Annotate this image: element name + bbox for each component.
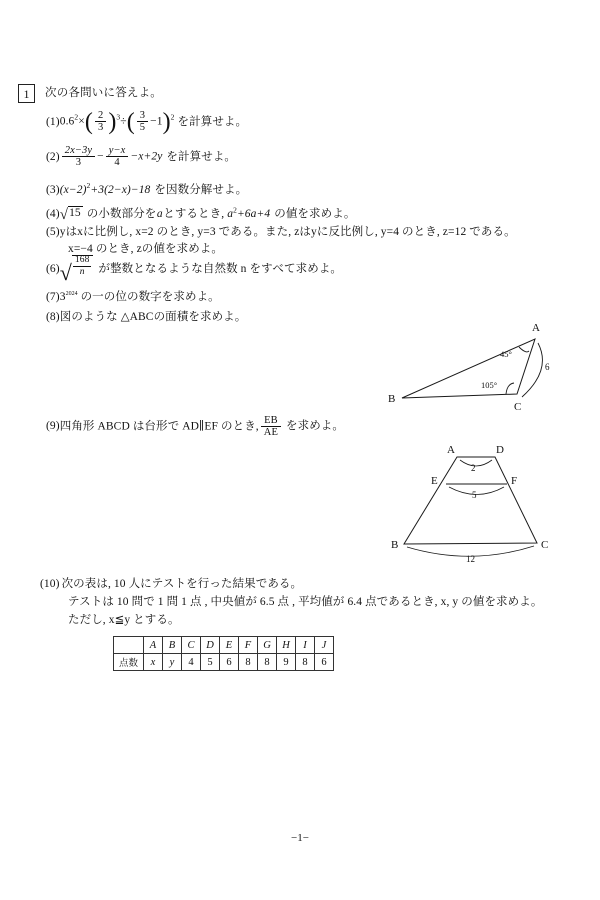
fraction-denominator: n	[73, 266, 92, 278]
question-6-tail: が整数となるような自然数 n をすべて求めよ。	[98, 262, 343, 275]
table-header-i: I	[296, 637, 315, 654]
problem-number-box: 1	[18, 84, 35, 103]
trapezoid-vertex-d-label: D	[496, 444, 504, 456]
question-10-line-1: 次の表は, 10 人にテストを行った結果である。	[61, 578, 303, 590]
question-1	[46, 110, 247, 134]
table-header-f: F	[239, 637, 258, 654]
trapezoid-figure	[390, 440, 590, 565]
table-header-h: H	[277, 637, 296, 654]
question-6-label: (6)	[46, 262, 60, 275]
triangle-vertex-c-label: C	[514, 401, 522, 413]
table-header-a: A	[144, 637, 163, 654]
fraction-y-x-over-4	[106, 145, 129, 169]
question-4-mid: の小数部分を	[86, 208, 157, 221]
fraction-2x-3y-over-3	[62, 145, 95, 169]
question-10	[40, 578, 302, 591]
question-1-label: (1)	[46, 115, 60, 128]
table-cell-b: y	[163, 654, 182, 671]
question-3	[46, 181, 248, 197]
question-5-label: (5)	[46, 226, 60, 238]
question-5-line-2: x=−4 のとき, zの値を求めよ。	[68, 243, 223, 255]
question-4-expr-b: +6a+4	[236, 208, 271, 221]
table-row-label: 点数	[114, 654, 144, 671]
question-1-minus-one: −1	[150, 115, 163, 128]
fraction-numerator: 2x−3y	[64, 144, 93, 156]
table-header-c: C	[182, 637, 201, 654]
table-corner-cell	[114, 637, 144, 654]
sqrt-15	[60, 207, 83, 222]
fraction-denominator: 3	[62, 156, 95, 169]
trapezoid-vertex-b-label: B	[391, 539, 399, 551]
triangle-side-ac-label: 6	[545, 362, 550, 372]
trapezoid-vertex-e-label: E	[431, 475, 438, 487]
question-1-tail: を計算せよ。	[177, 115, 248, 128]
question-2-tail: を計算せよ。	[166, 150, 237, 163]
fraction-numerator: 168	[74, 255, 90, 265]
question-3-tail: を因数分解せよ。	[154, 184, 248, 196]
question-4-label: (4)	[46, 208, 60, 221]
table-header-d: D	[201, 637, 220, 654]
question-4-tail: の値を求めよ。	[274, 208, 356, 221]
table-cell-i: 8	[296, 654, 315, 671]
fraction-denominator: AE	[261, 426, 281, 439]
table-header-j: J	[315, 637, 334, 654]
question-10-label: (10)	[40, 578, 60, 590]
question-4-mid2: とするとき,	[163, 208, 225, 221]
radical-sign-icon: √	[59, 260, 72, 286]
triangle-angle-a-label: 45°	[500, 349, 512, 359]
table-header-row	[114, 637, 334, 654]
radicand	[72, 255, 94, 278]
question-7-exponent: 2024	[65, 291, 78, 298]
fraction-2-3	[95, 110, 106, 134]
triangle-vertex-b-label: B	[388, 393, 396, 405]
table-cell-g: 8	[258, 654, 277, 671]
question-8-label: (8)	[46, 311, 60, 323]
trapezoid-len-ef-label: 5	[472, 490, 477, 500]
fraction-numerator: 2	[97, 109, 104, 121]
trapezoid-vertex-c-label: C	[541, 539, 549, 551]
question-2-op1: −	[97, 150, 104, 163]
triangle-vertex-a-label: A	[532, 322, 540, 334]
question-8	[46, 311, 246, 324]
question-10-line-3: ただし, x≦y とする。	[68, 614, 180, 626]
trapezoid-len-ad-label: 2	[471, 463, 476, 473]
fraction-168-over-n	[73, 256, 92, 278]
page-footer: −1−	[291, 832, 309, 844]
trapezoid-vertex-f-label: F	[511, 475, 518, 487]
fraction-denominator: 3	[95, 121, 106, 134]
question-3-expr-b: +3(2−x)−18	[90, 184, 151, 196]
problem-header	[18, 84, 162, 103]
fraction-denominator: 5	[137, 121, 148, 134]
question-10-line-2: テストは 10 問で 1 問 1 点 , 中央値が 6.5 点 , 平均値が 6.4 点であるとき, x, y の値を求めよ。	[68, 596, 543, 608]
question-3-expr-a: (x−2)	[59, 184, 87, 196]
question-1-exp1: 2	[74, 112, 79, 122]
question-7-base: 3	[59, 291, 66, 303]
table-cell-a: x	[144, 654, 163, 671]
score-table-wrapper	[113, 636, 334, 671]
question-2	[46, 145, 236, 169]
table-header-g: G	[258, 637, 277, 654]
question-1-div: ÷	[120, 115, 127, 128]
question-4-expr-a: a	[227, 208, 234, 221]
question-8-text: 図のような △ABCの面積を求めよ。	[59, 311, 247, 323]
sqrt-168-over-n	[59, 255, 94, 286]
question-4	[46, 207, 355, 222]
question-4-exp: 2	[233, 205, 237, 215]
trapezoid-len-bc-label: 12	[466, 554, 475, 564]
table-cell-d: 5	[201, 654, 220, 671]
question-1-exp2: 3	[116, 112, 121, 122]
fraction-denominator: 4	[106, 156, 129, 169]
question-1-group-1: ( $\frac{2}{3}$ )$^3$	[84, 108, 121, 135]
fraction-numerator: 3	[139, 109, 146, 121]
table-cell-e: 6	[220, 654, 239, 671]
question-9-lead: 四角形 ABCD は台形で AD∥EF のとき,	[59, 420, 259, 433]
table-cell-f: 8	[239, 654, 258, 671]
question-5-line-1: yはxに比例し, x=2 のとき, y=3 である。また, zはyに反比例し, y=4 のとき, z=12 である。	[59, 226, 516, 238]
fraction-numerator: y−x	[108, 144, 126, 156]
question-1-lead: 0.6	[59, 115, 75, 128]
question-7	[46, 291, 220, 304]
table-header-e: E	[220, 637, 239, 654]
problem-instruction: 次の各問いに答えよ。	[45, 87, 162, 99]
question-9-label: (9)	[46, 420, 60, 433]
question-7-tail: の一の位の数字を求めよ。	[80, 291, 220, 303]
table-cell-c: 4	[182, 654, 201, 671]
radicand: 15	[69, 207, 81, 220]
question-9	[46, 415, 344, 439]
triangle-figure	[386, 318, 586, 413]
question-4-var-a: a	[156, 208, 163, 221]
question-10-line-2-row	[68, 596, 542, 609]
table-cell-h: 9	[277, 654, 296, 671]
question-3-label: (3)	[46, 184, 60, 196]
question-6	[46, 255, 343, 286]
question-1-times: ×	[78, 115, 85, 128]
table-cell-j: 6	[315, 654, 334, 671]
question-9-tail: を求めよ。	[286, 420, 344, 433]
question-1-exp3: 2	[170, 112, 175, 122]
fraction-numerator: EB	[264, 414, 278, 426]
fraction-eb-over-ae	[261, 415, 281, 439]
question-1-group-2: ( $\frac{3}{5}$ −1)$^2$	[126, 108, 175, 135]
question-10-line-3-row	[68, 614, 180, 627]
trapezoid-vertex-a-label: A	[447, 444, 455, 456]
radical-sign-icon: √	[59, 207, 69, 223]
question-3-exp: 2	[86, 181, 91, 191]
question-5	[46, 226, 516, 239]
question-2-rest: −x+2y	[130, 150, 163, 163]
triangle-angle-c-label: 105°	[481, 380, 498, 390]
table-row	[114, 654, 334, 671]
table-header-b: B	[163, 637, 182, 654]
fraction-3-5	[137, 110, 148, 134]
score-table	[113, 636, 334, 671]
question-2-label: (2)	[46, 150, 60, 163]
question-7-label: (7)	[46, 291, 60, 303]
